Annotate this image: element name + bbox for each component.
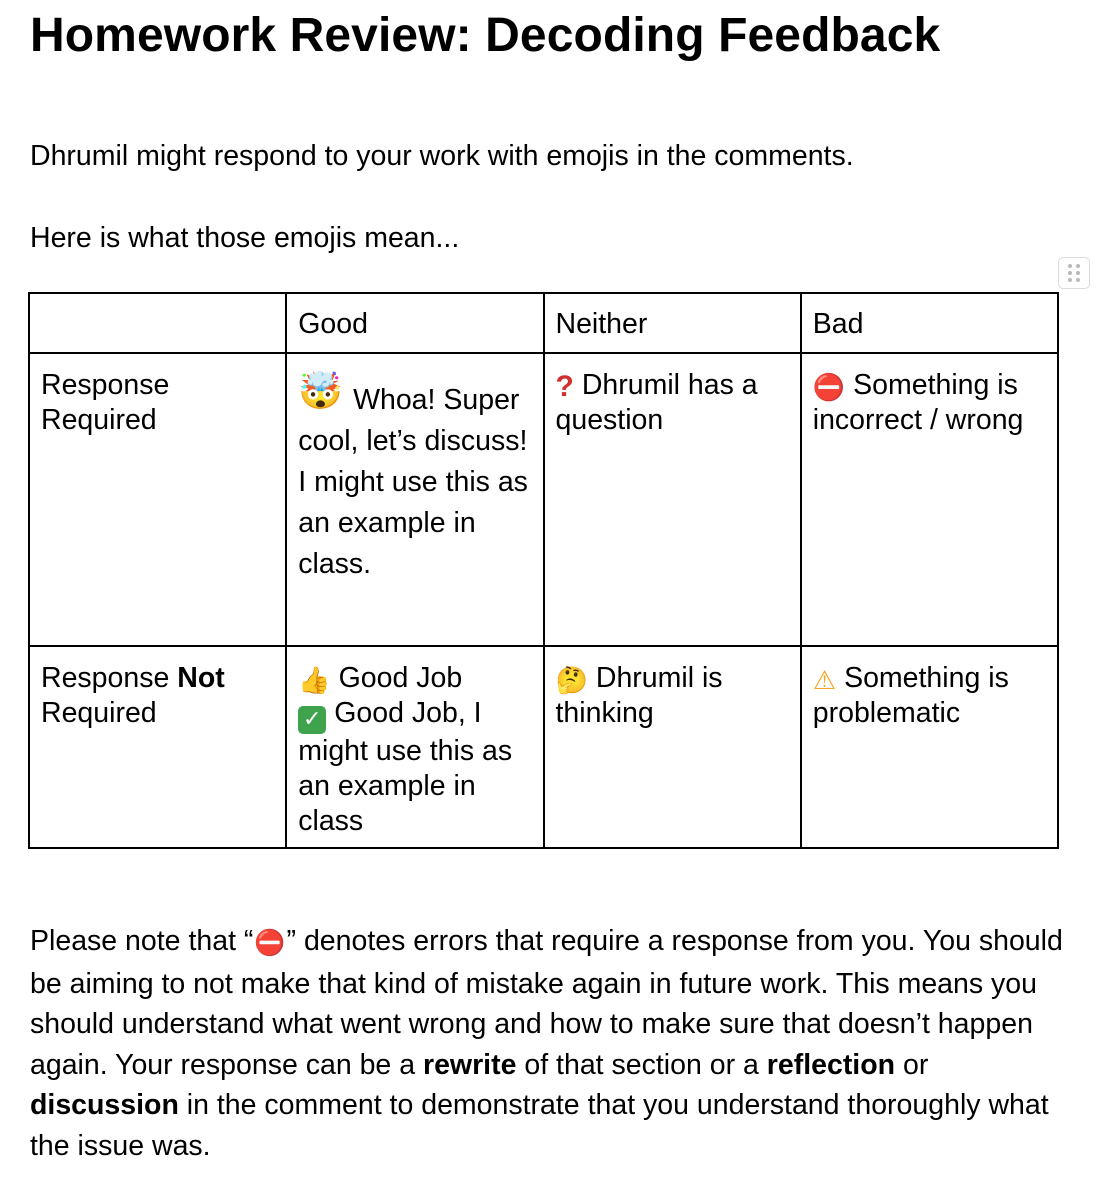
cell-text: Good Job <box>338 662 463 694</box>
drag-dot-icon <box>1068 264 1072 268</box>
note-text: or <box>895 1048 929 1081</box>
row-label-text: Response <box>41 662 170 694</box>
intro-paragraph-1: Dhrumil might respond to your work with emojis in the comments. <box>30 140 854 172</box>
cell-good-response-required[interactable] <box>286 353 543 646</box>
document-title: Homework Review: Decoding Feedback <box>30 9 941 62</box>
thinking-face-icon: 🤔 <box>555 666 588 696</box>
header-cell-good[interactable]: Good <box>286 293 543 353</box>
emoji-meaning-table <box>28 292 1059 849</box>
header-cell-bad[interactable]: Bad <box>801 293 1058 353</box>
note-text: ” denotes errors that require a response from you. You should be aiming to not make that kind of mistake again in future work. This means you should understand what went wrong and how to make sure that doesn’t happen again. Your response can be a <box>30 925 1063 1081</box>
header-cell-empty[interactable] <box>29 293 286 353</box>
cell-text: Whoa! Super cool, let’s discuss! I might use this as an example in class. <box>298 384 528 580</box>
cell-neither-response-not-required[interactable] <box>544 646 801 848</box>
thumbs-up-icon: 👍 <box>298 666 331 696</box>
row-label-response-not-required[interactable] <box>29 646 286 848</box>
cell-bad-response-required[interactable] <box>801 353 1058 646</box>
table-drag-handle[interactable] <box>1058 257 1090 289</box>
cell-text: Dhrumil is thinking <box>555 662 723 729</box>
cell-text: Good Job, I might use this as an example in class <box>298 697 513 837</box>
list-item <box>298 696 532 839</box>
cell-neither-response-required[interactable] <box>544 353 801 646</box>
note-bold-rewrite: rewrite <box>422 1048 517 1081</box>
note-text: of that section or a <box>516 1048 767 1081</box>
table-row-response-required <box>29 353 1058 646</box>
row-label-text: Response Required <box>41 369 170 436</box>
note-text: in the comment to demonstrate that you understand thoroughly what the issue was. <box>30 1089 1049 1162</box>
cell-good-response-not-required[interactable] <box>286 646 543 848</box>
intro-paragraph-2: Here is what those emojis mean... <box>30 222 460 254</box>
exploding-head-icon: 🤯 <box>298 371 344 412</box>
list-item <box>298 661 532 696</box>
note-bold-discussion: discussion <box>30 1089 179 1122</box>
note-paragraph <box>30 921 1075 1167</box>
no-entry-icon: ⛔ <box>812 373 846 403</box>
no-entry-icon: ⛔ <box>254 928 286 957</box>
row-label-after: Required <box>41 697 157 729</box>
cell-bad-response-not-required[interactable] <box>801 646 1058 848</box>
table-header-row <box>29 293 1058 353</box>
warning-icon: ⚠ <box>812 666 837 696</box>
drag-dot-icon <box>1076 278 1080 282</box>
drag-dot-icon <box>1076 264 1080 268</box>
drag-dot-icon <box>1076 271 1080 275</box>
question-mark-icon: ? <box>555 370 574 403</box>
row-label-bold: Not <box>177 662 225 694</box>
drag-dot-icon <box>1068 271 1072 275</box>
check-mark-icon: ✓ <box>298 706 326 734</box>
cell-text: Something is incorrect / wrong <box>812 369 1024 436</box>
note-bold-reflection: reflection <box>766 1048 896 1081</box>
cell-text: Dhrumil has a question <box>555 369 758 436</box>
header-cell-neither[interactable]: Neither <box>544 293 801 353</box>
drag-dot-icon <box>1068 278 1072 282</box>
cell-text: Something is problematic <box>812 662 1009 729</box>
note-text: Please note that “ <box>30 925 254 957</box>
row-label-response-required[interactable] <box>29 353 286 646</box>
table-row-response-not-required <box>29 646 1058 848</box>
